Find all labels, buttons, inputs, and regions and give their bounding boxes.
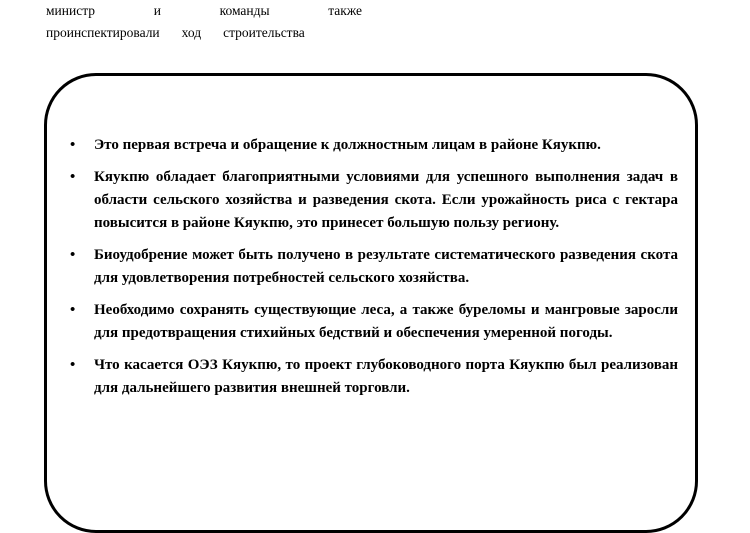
bullet-icon: • xyxy=(70,302,76,318)
intro-word: ход xyxy=(181,25,202,40)
list-item xyxy=(66,166,678,235)
list-item-text: Что касается ОЭЗ Кяукпю, то проект глубоководного порта Кяукпю был реализован для дальнейшего развития внешней торговли. xyxy=(94,357,678,396)
list-item xyxy=(66,244,678,290)
bullet-icon: • xyxy=(70,357,76,373)
bullet-list xyxy=(66,134,678,409)
bullet-icon: • xyxy=(70,137,76,153)
intro-line-2 xyxy=(46,22,362,44)
list-item-text: Необходимо сохранять существующие леса, а также буреломы и мангровые заросли для предотвращения стихийных бедствий и обеспечения умеренной погоды. xyxy=(94,302,678,341)
intro-word: министр xyxy=(46,3,96,18)
intro-line-1 xyxy=(46,0,362,22)
intro-word: команды xyxy=(219,3,270,18)
list-item xyxy=(66,299,678,345)
intro-word: строительства xyxy=(223,25,305,40)
bullet-icon: • xyxy=(70,169,76,185)
list-item-text: Это первая встреча и обращение к должностным лицам в районе Кяукпю. xyxy=(94,137,601,153)
intro-word: и xyxy=(153,3,161,18)
list-item xyxy=(66,134,678,157)
intro-word: также xyxy=(328,3,362,18)
list-item xyxy=(66,354,678,400)
intro-text xyxy=(46,0,362,44)
list-item-text: Биоудобрение может быть получено в результате систематического разведения скота для удовлетворения потребностей сельского хозяйства. xyxy=(94,247,678,286)
bullet-icon: • xyxy=(70,247,76,263)
list-item-text: Кяукпю обладает благоприятными условиями для успешного выполнения задач в области сельского хозяйства и разведения скота. Если урожайность риса с гектара повысится в районе Кяукпю, это принесет большую пользу региону. xyxy=(94,169,678,231)
intro-word: проинспектировали xyxy=(46,25,160,40)
